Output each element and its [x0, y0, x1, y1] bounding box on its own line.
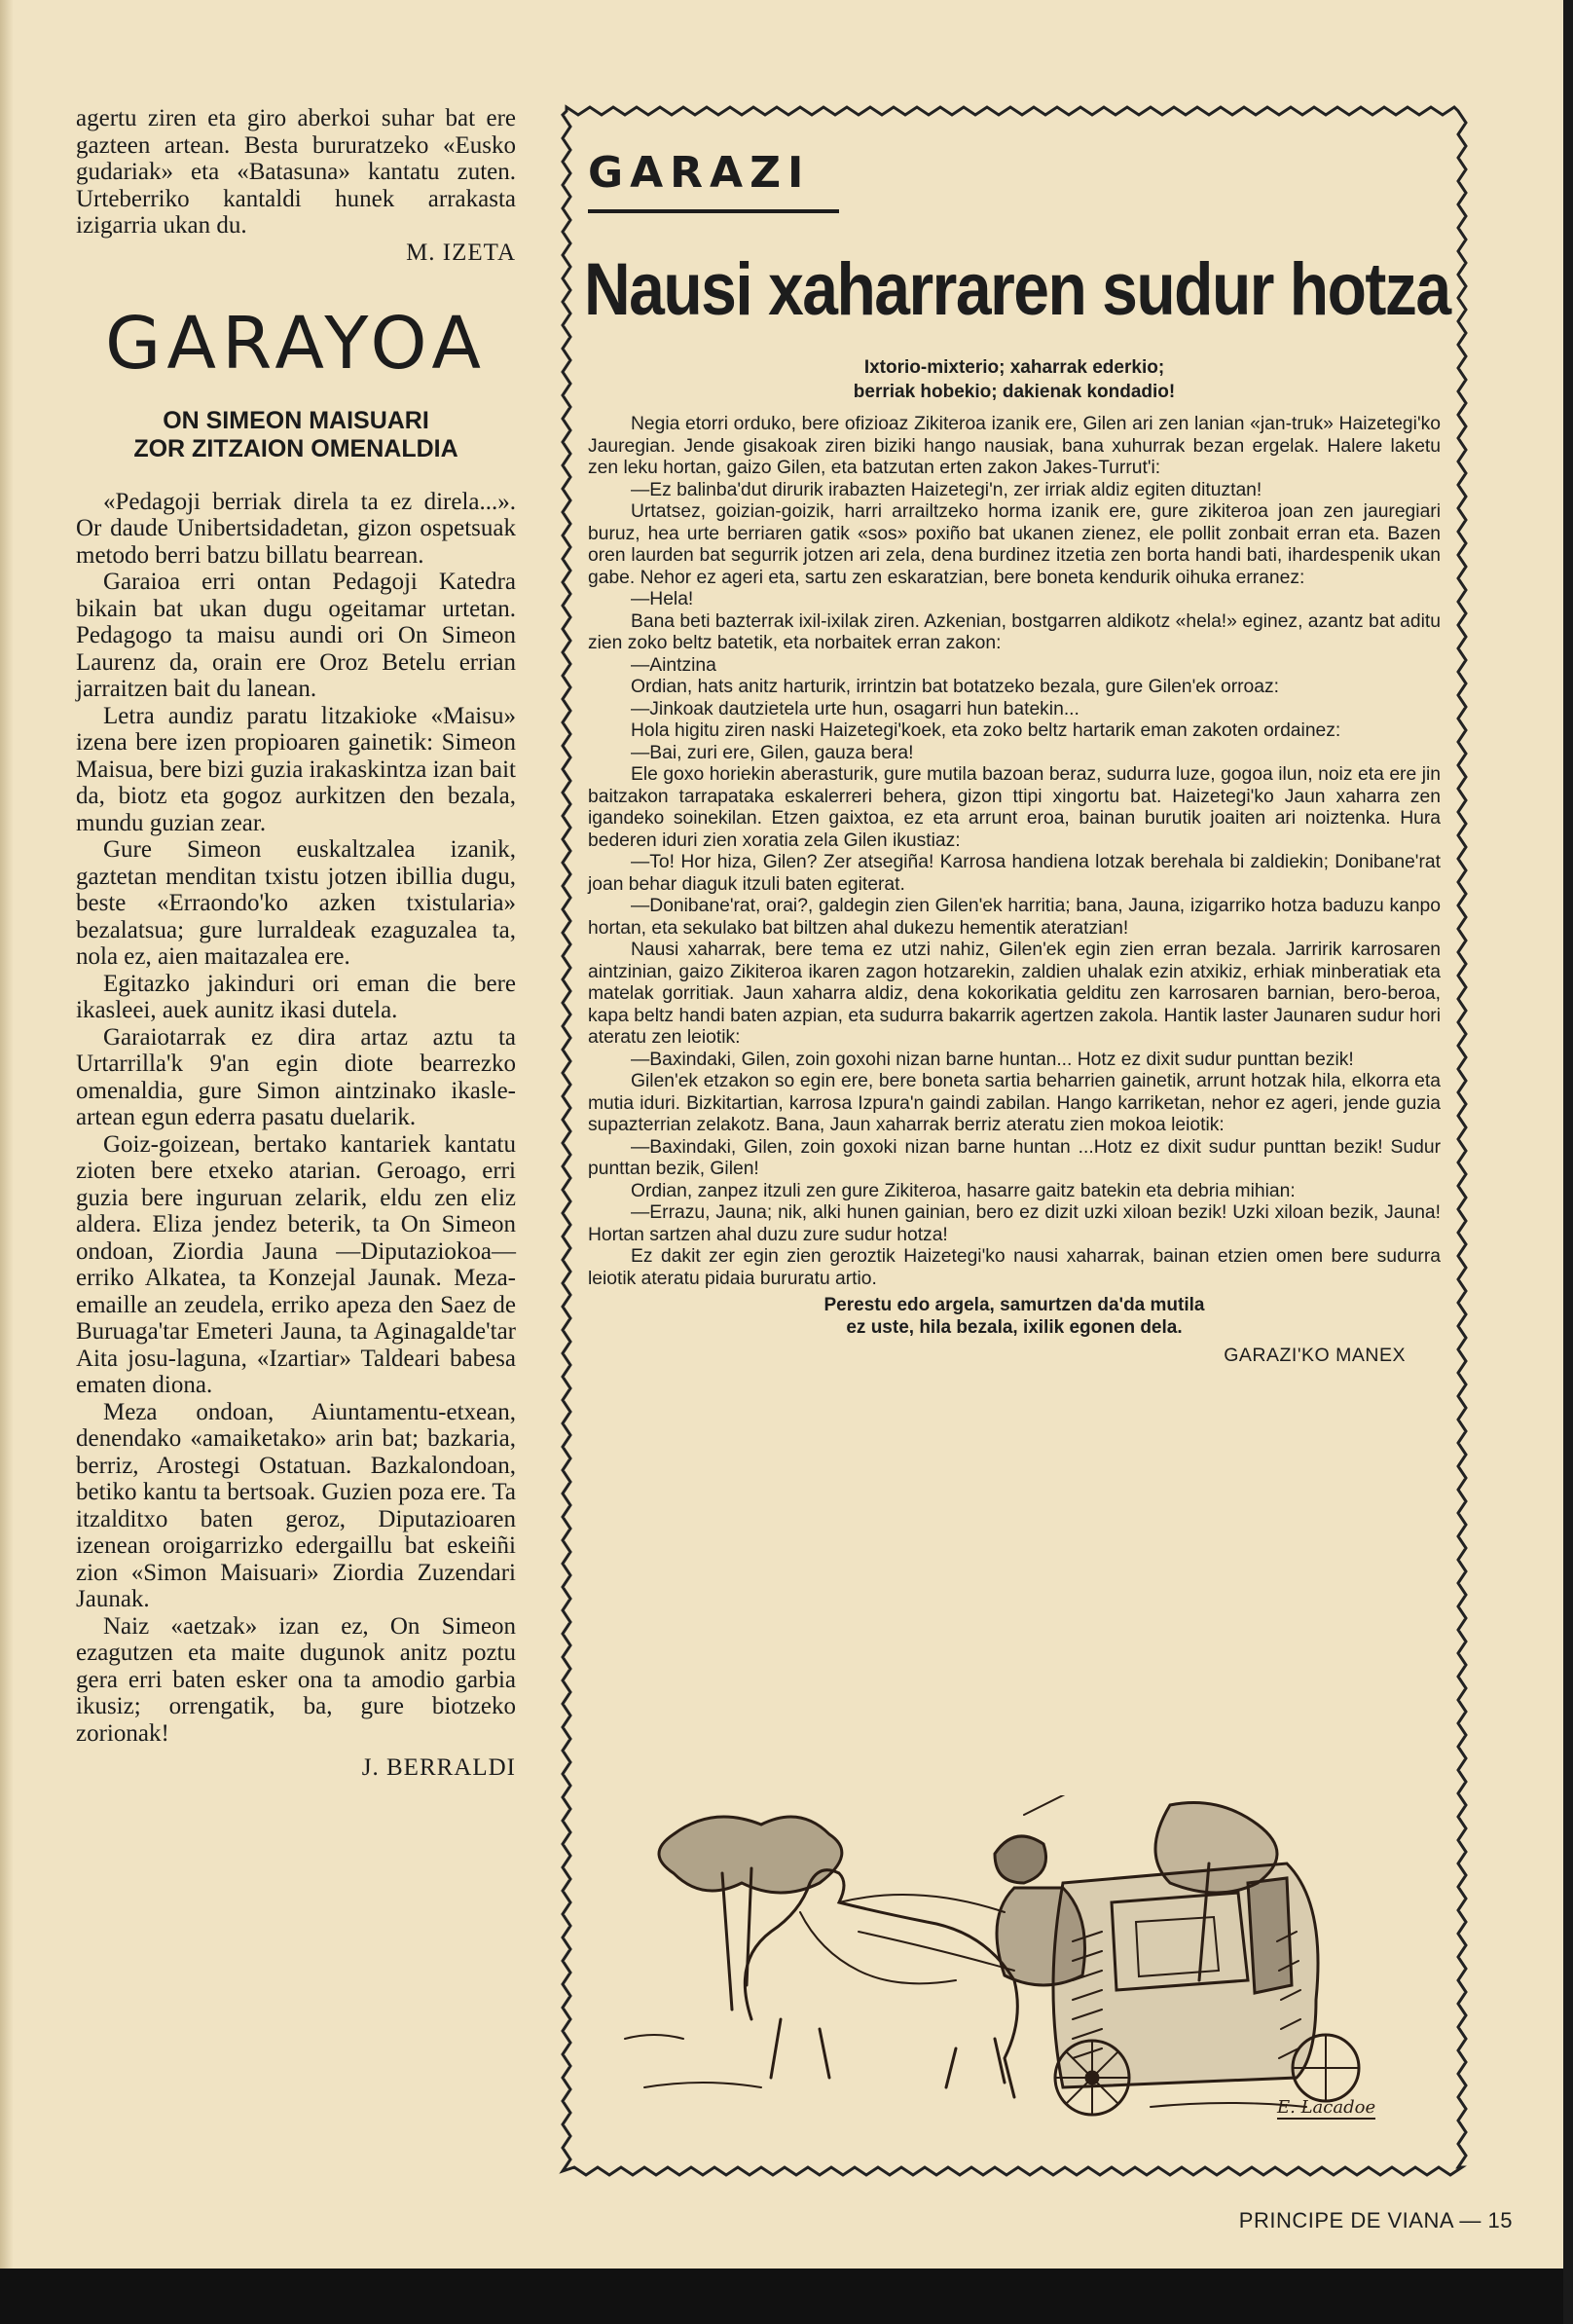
garayoa-body — [76, 489, 516, 1748]
article-paragraph: —Hela! — [631, 589, 694, 609]
closing-line-1: Perestu edo argela, samurtzen da'da mutila — [823, 1295, 1205, 1315]
body-paragraph: Goiz-goizean, bertako kantariek kantatu zioten bere etxeko atarian. Geroago, erri guzia bere inguruan zelarik, eldu zen eliz aldera. Eliza jendez beterik, ta On Simeon ondoan, Ziordia Jauna —Diputaziokoa— erriko Alkatea, ta Konzejal Jaunak. Meza-emaille an zeudela, erriko apeza den Saez de Buruaga'tar Emeteri Jauna, ta Aginagalde'tar Aita josu-laguna, «Izartiar» Taldeari babesa ematen diona. — [76, 1130, 516, 1398]
garayoa-title: GARAYOA — [105, 301, 487, 386]
illustration-signature: E. Lacadoe — [1277, 2097, 1376, 2118]
article-paragraph: Gilen'ek etzakon so egin ere, bere boneta sartia beharrien gainetik, arrunt hotzak hila, elkorra eta mutia iduri. Bizkitartian, karrosa Izpura'n gaindi zabilan. Hango karriketan, nehor ez ageri, jende guzia supazterrian zelakotz. Bana, Jaun xaharrak berriz ateratu zien mokoa leiotik: — [588, 1071, 1441, 1135]
article-lead — [588, 355, 1441, 404]
article-paragraph: Ez dakit zer egin zien geroztik Haizetegi'ko nausi xaharrak, bainan etzien omen bere sudurra leiotik ateratu pidaia bururatu artio. — [588, 1246, 1441, 1289]
article-paragraph: Urtatsez, goizian-goizik, harri arrailtzeko horma izanik ere, gure zikiteroa joan zen jauregiari buruz, hea urte berriaren gatik «sos» poxiño bat ukanen zienez, ele pollit zonbait erran eta. Bazen oren laurden bat segurrik jotzen ari zela, dena burdinez itzetia zen borta handi bati, ihardespenik ukan gabe. Nehor ez ageri eta, sartu zen eskaratzian, bere boneta kendurik oihuka erranez: — [588, 501, 1441, 588]
scan-edge — [1563, 0, 1573, 2324]
closing-line-2: ez uste, hila bezala, ixilik egonen dela. — [846, 1317, 1183, 1338]
page-spine-shadow — [0, 0, 14, 2269]
article-paragraph: Ele goxo horiekin aberasturik, gure mutila bazoan beraz, sudurra luze, gogoa ilun, noiz eta ere jin baitzakon tarrapataka eskalerreri behera, gizon ttipi xingortu bat. Haizetegi'ko Jaun xaharra zen igandeko soinekilan. Etzen gaixtoa, ez eta arrunt eroa, bainan burutik joaiten ari noiztenka. Hura bederen iduri zien xoratia zela Gilen ikustiaz: — [588, 764, 1441, 851]
body-paragraph: Naiz «aetzak» izan ez, On Simeon ezagutzen eta maite dugunok anitz poztu gera erri baten esker ona ta amodio garbia ikusiz; orrengatik, ba, gure biotzeko zorionak! — [76, 1612, 516, 1747]
body-paragraph: Garaioa erri ontan Pedagoji Katedra bikain bat ukan dugu ogeitamar urtetan. Pedagogo ta maisu aundi ori On Simeon Laurenz da, orain ere Oroz Betelu errian jarraitzen bait du lanean. — [76, 569, 516, 702]
article-paragraph: —Donibane'rat, orai?, galdegin zien Gilen'ek harritia; bana, Jauna, izigarriko hotza baduzu kanpo hortan, eta sekulako bat biltzen ahal dukezu hementik ateratzian! — [588, 896, 1441, 939]
article-paragraph: —Jinkoak dautzietela urte hun, osagarri hun batekin... — [631, 698, 1079, 719]
body-paragraph: Meza ondoan, Aiuntamentu-etxean, denendako «amaiketako» arin bat; bazkaria, berriz, Arostegi Ostatuan. Bazkalondoan, betiko kantu ta bertsoak. Guzien poza ere. Ta itzalditxo baten geroz, Diputazioaren izenean oroigarrizko edergaillu bat eskeiñi zion «Simon Maisuari» Ziordia Zuzendari Jaunak. — [76, 1398, 516, 1612]
article-headline: Nausi xaharraren sudur hotza — [584, 247, 1450, 331]
garayoa-signature: J. BERRALDI — [361, 1754, 516, 1781]
article-content — [584, 148, 1450, 1367]
section-rule — [588, 209, 839, 213]
article-body — [588, 414, 1441, 1290]
article-paragraph: Ordian, zanpez itzuli zen gure Zikiteroa, hasarre gaitz batekin eta debria mihian: — [631, 1180, 1296, 1201]
garayoa-subtitle — [76, 407, 516, 463]
body-paragraph: Gure Simeon euskaltzalea izanik, gaztetan menditan txistu jotzen ibillia dugu, beste «Erraondo'ko azken txistularia» bezalatsua; gure lurraldeak ezaguzalea ta, nola ez, aien maitazalea ere. — [76, 836, 516, 970]
left-intro — [76, 105, 516, 240]
subtitle-line-2: ZOR ZITZAION OMENALDIA — [133, 434, 458, 462]
article-paragraph: Negia etorri orduko, bere ofizioaz Zikiteroa izanik ere, Gilen ari zen lanian «jan-truk» Haizetegi'ko Jauregian. Jende gisakoak ziren biziki hango nausiak, bana xuhurrak bezan ergelak. Halere laketu zen leku hortan, gaizo Gilen, eta batzutan erten zakon Jakes-Turrut'i: — [588, 414, 1441, 478]
article-paragraph: Bana beti bazterrak ixil-ixilak ziren. Azkenian, bostgarren aldikotz «hela!» eginez, azantz bat aditu zien zoko beltz batetik, eta norbaitek erran zakon: — [588, 610, 1441, 653]
page-footer: PRINCIPE DE VIANA — 15 — [1238, 2208, 1513, 2232]
article-paragraph: —Baxindaki, Gilen, zoin goxoki nizan barne huntan ...Hotz ez dixit sudur punttan bezik! Sudur punttan bezik, Gilen! — [588, 1136, 1441, 1179]
body-paragraph: Egitazko jakinduri ori eman die bere ikasleei, auek aunitz ikasi dutela. — [76, 970, 516, 1023]
carriage-illustration — [605, 1795, 1404, 2126]
lead-line-1: Ixtorio-mixterio; xaharrak ederkio; — [863, 357, 1165, 378]
article-paragraph: Ordian, hats anitz harturik, irrintzin bat botatzeko bezala, gure Gilen'ek orroaz: — [631, 677, 1280, 697]
garazi-article-box — [557, 101, 1472, 2181]
article-paragraph: —Bai, zuri ere, Gilen, gauza bera! — [631, 742, 914, 763]
article-paragraph: —Baxindaki, Gilen, zoin goxohi nizan barne huntan... Hotz ez dixit sudur punttan bezik! — [631, 1049, 1354, 1070]
article-paragraph: —To! Hor hiza, Gilen? Zer atsegiña! Karrosa handiena lotzak berehala bi zaldiekin; Donibane'rat joan behar diaguk itzuli baten egiterat. — [588, 852, 1441, 895]
article-paragraph: —Aintzina — [631, 654, 716, 676]
subtitle-line-1: ON SIMEON MAISUARI — [163, 406, 429, 434]
closing-verse — [588, 1294, 1441, 1339]
intro-signature: M. IZETA — [406, 239, 516, 266]
body-paragraph: Garaiotarrak ez dira artaz aztu ta Urtarrilla'k 9'an egin diote bearrezko omenaldia, gure Simon aintzinako ikasle-artean egun ederra pasatu duelarik. — [76, 1023, 516, 1130]
body-paragraph: Letra aundiz paratu litzakioke «Maisu» izena bere izen propioaren gainetik: Simeon Maisua, bere bizi guzia irakaskintza izan bait da, biotz eta gogoz aurkitzen den bezala, mundu guzian zear. — [76, 702, 516, 836]
lead-line-2: berriak hobekio; dakienak kondadio! — [853, 382, 1176, 402]
article-paragraph: Hola higitu ziren naski Haizetegi'koek, eta zoko beltz hartarik eman zakoten ordainez: — [631, 720, 1341, 741]
section-title: GARAZI — [588, 148, 811, 198]
article-author: GARAZI'KO MANEX — [1224, 1345, 1406, 1366]
article-paragraph: Nausi xaharrak, bere tema ez utzi nahiz, Gilen'ek egin zien erran bezala. Jarririk karrosaren aintzinian, gaizo Zikiteroa ikaren zagon hotzarekin, zaldien uhalak ezin atxikiz, erhiak minberatiak eta matelak gorritiak. Jaun xaharra aldiz, dena kokorikatia gelditu zen karrosaren barnian, bero-beroa, kapa beltz handi baten azpian, eta sudurra bakarrik agertzen zakola. Hantik laster Jaunaren sudur hori ateratu zen leiotik: — [588, 940, 1441, 1048]
left-column — [76, 105, 516, 1782]
intro-paragraph: agertu ziren eta giro aberkoi suhar bat ere gazteen artean. Besta bururatzeko «Eusko gudariak» eta «Batasuna» kantatu zuten. Urteberriko kantaldi hunek arrakasta izigarria ukan du. — [76, 105, 516, 239]
article-paragraph: —Errazu, Jauna; nik, alki hunen gainian, bero ez dizit uzki xiloan bezik! Uzki xiloan bezik, Jauna! Hortan sartzen ahal duzu zure sudur hotza! — [588, 1202, 1441, 1245]
body-paragraph: «Pedagoji berriak direla ta ez direla...». Or daude Unibertsidadetan, gizon ospetsuak metodo berri batzu billatu bearrean. — [76, 488, 516, 569]
article-paragraph: —Ez balinba'dut dirurik irabazten Haizetegi'n, zer irriak aldiz egiten dituztan! — [631, 479, 1262, 500]
